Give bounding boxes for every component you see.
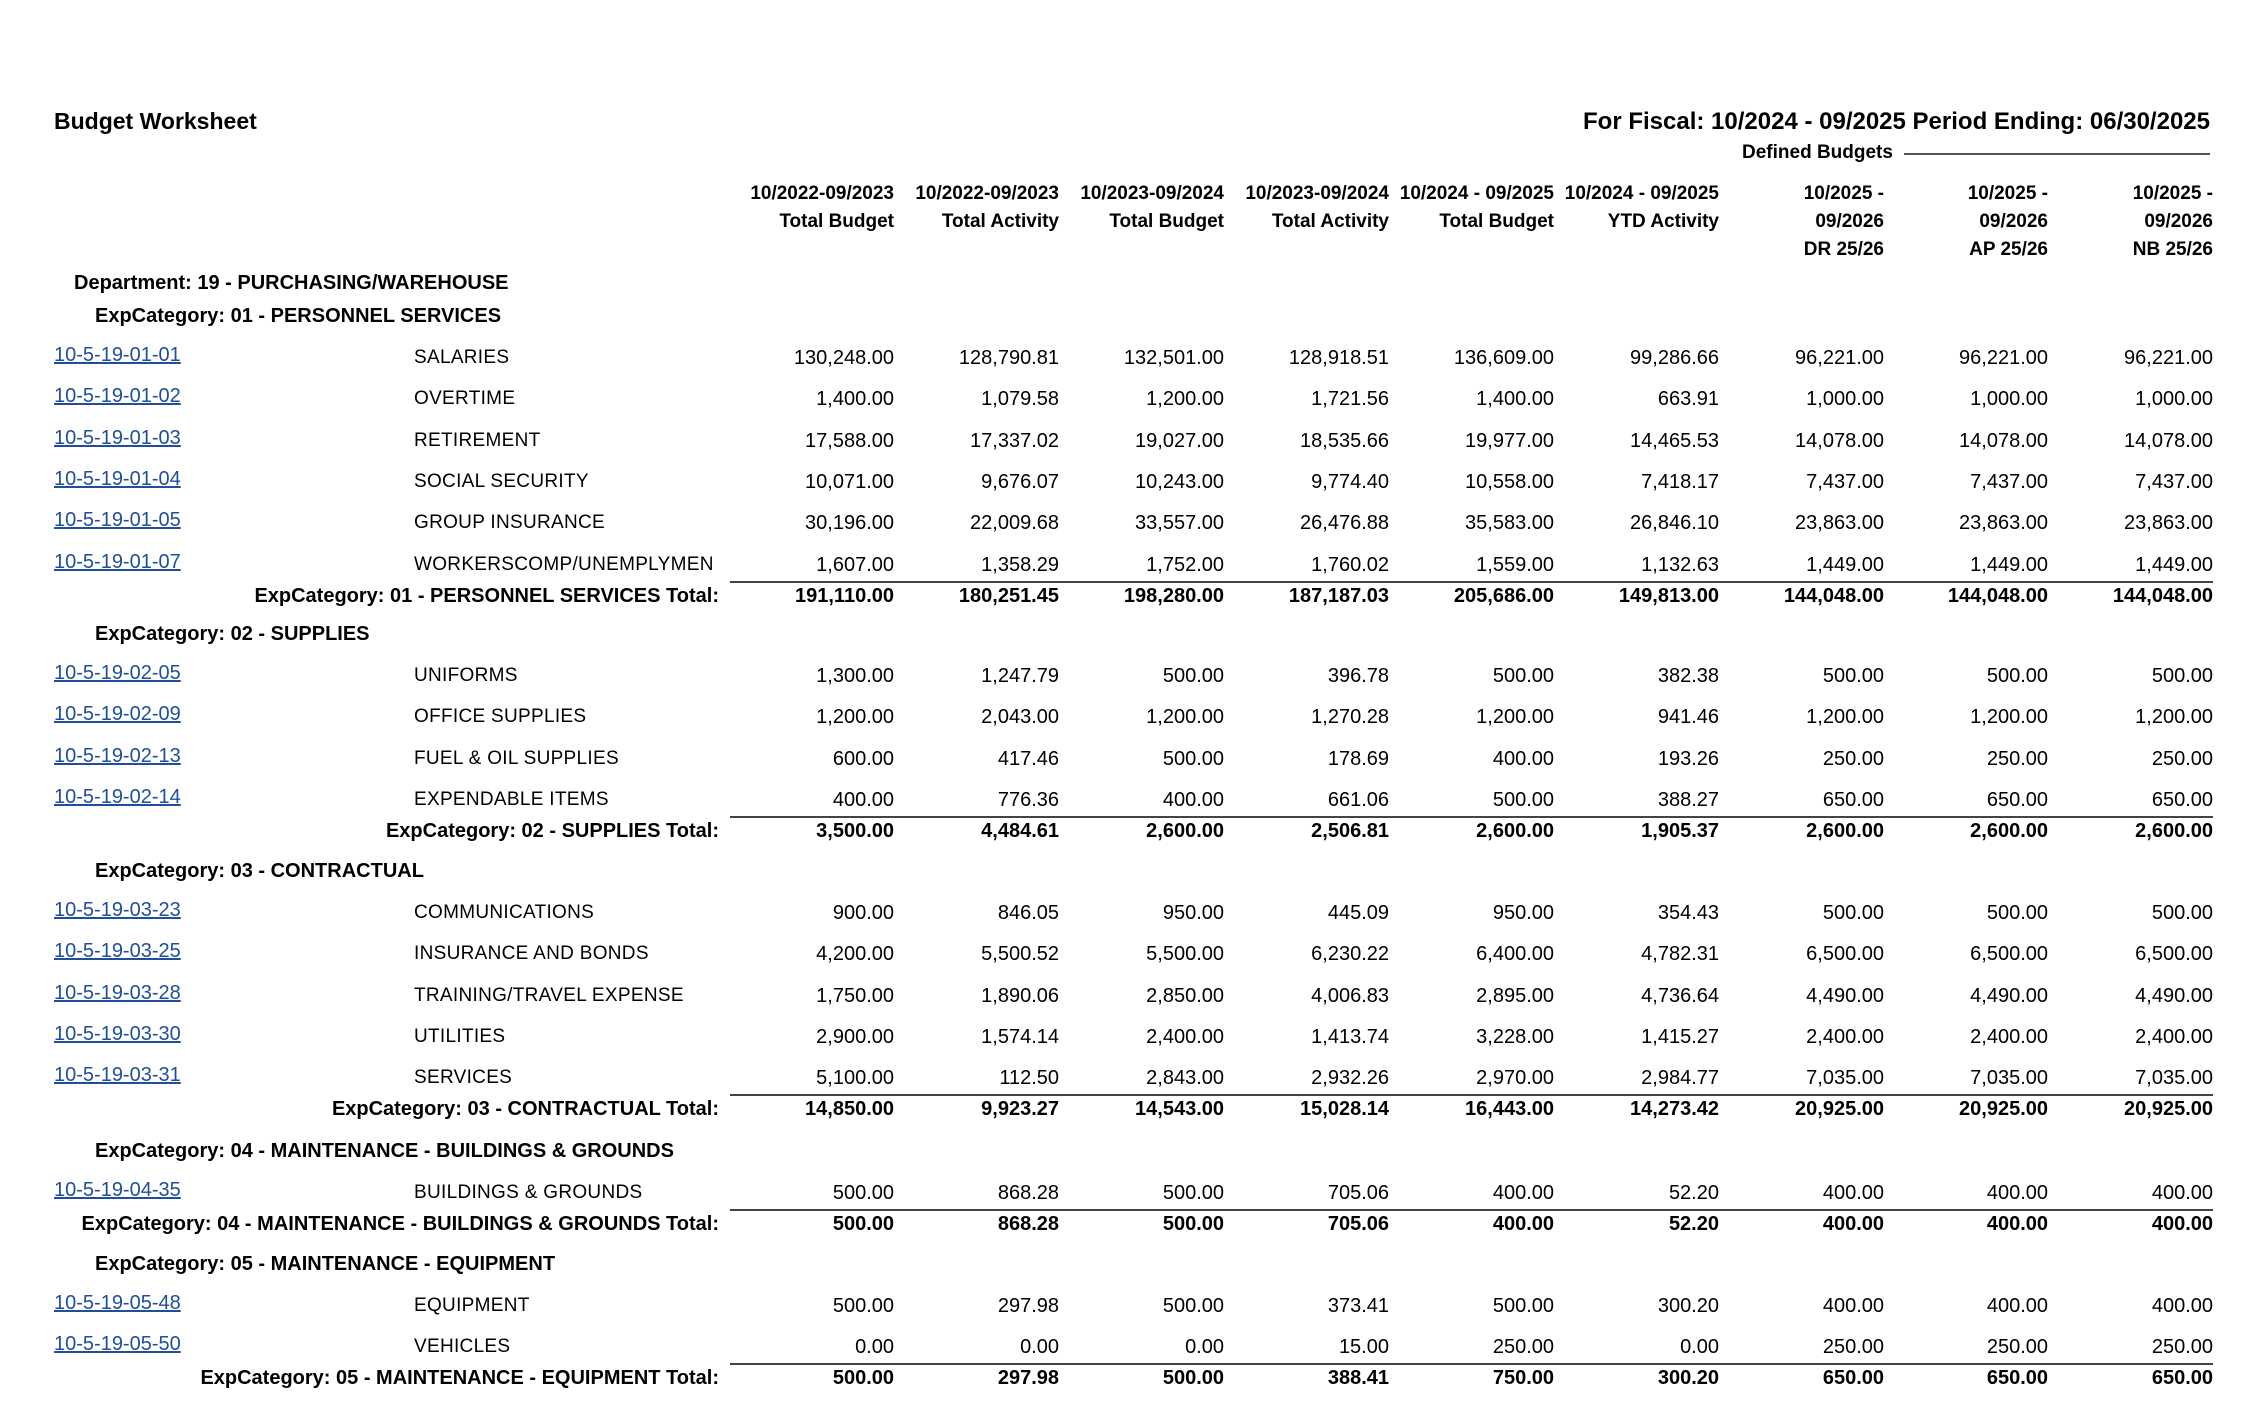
account-link[interactable]: 10-5-19-03-31 xyxy=(54,1064,181,1087)
amount-cell: 500.00 xyxy=(832,1182,894,1204)
total-amount-cell: 205,686.00 xyxy=(1453,584,1554,607)
total-amount-cell: 2,600.00 xyxy=(1806,819,1884,842)
amount-cell: 1,760.02 xyxy=(1311,553,1389,576)
column-header-line2: 09/2026 xyxy=(1815,211,1884,232)
amount-cell: 2,984.77 xyxy=(1641,1067,1719,1090)
amount-cell: 600.00 xyxy=(832,747,894,770)
category-heading: ExpCategory: 01 - PERSONNEL SERVICES xyxy=(95,305,502,327)
amount-cell: 3,228.00 xyxy=(1476,1025,1554,1048)
amount-cell: 400.00 xyxy=(1822,1182,1884,1204)
amount-cell: 17,337.02 xyxy=(970,429,1059,452)
amount-cell: 1,270.28 xyxy=(1311,706,1389,729)
amount-cell: 500.00 xyxy=(2151,665,2213,687)
total-amount-cell: 750.00 xyxy=(1492,1367,1554,1390)
amount-cell: 868.28 xyxy=(997,1182,1059,1204)
amount-cell: 417.46 xyxy=(997,747,1059,770)
amount-cell: 500.00 xyxy=(832,1295,894,1317)
column-header-line1: 10/2025 - xyxy=(1967,183,2048,204)
amount-cell: 5,500.00 xyxy=(1146,943,1224,966)
amount-cell: 0.00 xyxy=(1680,1336,1719,1359)
amount-cell: 250.00 xyxy=(2151,1336,2213,1359)
total-amount-cell: 500.00 xyxy=(832,1213,894,1235)
amount-cell: 19,977.00 xyxy=(1465,429,1554,452)
amount-cell: 6,400.00 xyxy=(1476,943,1554,966)
total-rule xyxy=(730,1209,2213,1211)
column-header-5 xyxy=(1388,180,1554,236)
total-amount-cell: 144,048.00 xyxy=(1783,584,1884,607)
amount-cell: 500.00 xyxy=(1492,665,1554,687)
amount-cell: 250.00 xyxy=(1986,747,2048,770)
amount-cell: 30,196.00 xyxy=(805,512,894,535)
account-description: UTILITIES xyxy=(414,1025,506,1047)
amount-cell: 445.09 xyxy=(1327,902,1389,924)
column-header-line1: 10/2022-09/2023 xyxy=(915,183,1059,204)
defined-budgets-rule xyxy=(1904,153,2210,155)
amount-cell: 2,850.00 xyxy=(1146,984,1224,1007)
amount-cell: 178.69 xyxy=(1327,747,1389,770)
amount-cell: 661.06 xyxy=(1327,788,1389,811)
account-description: TRAINING/TRAVEL EXPENSE xyxy=(414,984,684,1006)
amount-cell: 400.00 xyxy=(2151,1182,2213,1204)
amount-cell: 2,400.00 xyxy=(1970,1025,2048,1048)
column-header-line1: 10/2023-09/2024 xyxy=(1245,183,1389,204)
amount-cell: 400.00 xyxy=(1986,1182,2048,1204)
total-amount-cell: 400.00 xyxy=(1492,1213,1554,1235)
amount-cell: 500.00 xyxy=(1162,1182,1224,1204)
account-link[interactable]: 10-5-19-01-01 xyxy=(54,344,181,366)
total-amount-cell: 2,600.00 xyxy=(1146,819,1224,842)
amount-cell: 4,200.00 xyxy=(816,943,894,966)
amount-cell: 1,200.00 xyxy=(1970,706,2048,729)
amount-cell: 1,200.00 xyxy=(1806,706,1884,729)
amount-cell: 663.91 xyxy=(1657,388,1719,411)
column-header-line2: Total Activity xyxy=(941,211,1059,232)
amount-cell: 650.00 xyxy=(1822,788,1884,811)
amount-cell: 941.46 xyxy=(1657,706,1719,729)
amount-cell: 136,609.00 xyxy=(1453,347,1554,369)
fiscal-period: For Fiscal: 10/2024 - 09/2025 Period Ending: 06/30/2025 xyxy=(1583,108,2210,135)
amount-cell: 388.27 xyxy=(1657,788,1719,811)
amount-cell: 400.00 xyxy=(1822,1295,1884,1317)
amount-cell: 6,230.22 xyxy=(1311,943,1389,966)
account-description: UNIFORMS xyxy=(414,665,518,686)
amount-cell: 500.00 xyxy=(1822,902,1884,924)
amount-cell: 4,006.83 xyxy=(1311,984,1389,1007)
column-header-line3: DR 25/26 xyxy=(1803,239,1884,260)
total-amount-cell: 2,600.00 xyxy=(1970,819,2048,842)
amount-cell: 250.00 xyxy=(1492,1336,1554,1359)
column-header-4 xyxy=(1223,180,1389,236)
amount-cell: 900.00 xyxy=(832,902,894,924)
amount-cell: 23,863.00 xyxy=(1795,512,1884,535)
total-amount-cell: 650.00 xyxy=(2151,1367,2213,1390)
account-description: INSURANCE AND BONDS xyxy=(414,943,649,965)
column-header-line2: Total Activity xyxy=(1271,211,1389,232)
defined-budgets-label: Defined Budgets xyxy=(1742,142,1893,163)
account-description: OFFICE SUPPLIES xyxy=(414,706,587,728)
account-description: EXPENDABLE ITEMS xyxy=(414,788,609,810)
amount-cell: 1,000.00 xyxy=(2135,388,2213,411)
amount-cell: 9,774.40 xyxy=(1311,470,1389,493)
amount-cell: 1,358.29 xyxy=(981,553,1059,576)
total-amount-cell: 15,028.14 xyxy=(1300,1098,1389,1121)
amount-cell: 128,918.51 xyxy=(1288,347,1389,369)
amount-cell: 1,574.14 xyxy=(981,1025,1059,1048)
category-total-label: ExpCategory: 05 - MAINTENANCE - EQUIPMENT Total: xyxy=(200,1367,719,1390)
amount-cell: 1,890.06 xyxy=(981,984,1059,1007)
amount-cell: 250.00 xyxy=(2151,747,2213,770)
account-link[interactable]: 10-5-19-05-50 xyxy=(54,1333,181,1356)
amount-cell: 400.00 xyxy=(1492,1182,1554,1204)
amount-cell: 500.00 xyxy=(1986,665,2048,687)
total-rule xyxy=(730,1094,2213,1096)
account-link[interactable]: 10-5-19-03-25 xyxy=(54,940,181,963)
column-header-line2: Total Budget xyxy=(779,211,894,232)
amount-cell: 7,437.00 xyxy=(1806,470,1884,493)
amount-cell: 10,558.00 xyxy=(1465,470,1554,493)
amount-cell: 0.00 xyxy=(1020,1336,1059,1359)
amount-cell: 297.98 xyxy=(997,1295,1059,1317)
amount-cell: 5,100.00 xyxy=(816,1067,894,1090)
column-header-line3: NB 25/26 xyxy=(2132,239,2213,260)
amount-cell: 1,400.00 xyxy=(816,388,894,411)
account-description: SERVICES xyxy=(414,1067,513,1089)
amount-cell: 112.50 xyxy=(999,1067,1059,1090)
account-link[interactable]: 10-5-19-01-05 xyxy=(54,509,181,532)
amount-cell: 776.36 xyxy=(997,788,1059,811)
amount-cell: 7,418.17 xyxy=(1641,470,1719,493)
account-description: GROUP INSURANCE xyxy=(414,512,606,534)
column-header-line1: 10/2024 - 09/2025 xyxy=(1399,183,1554,204)
amount-cell: 1,200.00 xyxy=(2135,706,2213,729)
category-heading: ExpCategory: 05 - MAINTENANCE - EQUIPMENT xyxy=(95,1253,556,1275)
amount-cell: 7,035.00 xyxy=(1970,1067,2048,1090)
account-link[interactable]: 10-5-19-02-05 xyxy=(54,662,181,684)
total-amount-cell: 20,925.00 xyxy=(2124,1098,2213,1121)
amount-cell: 130,248.00 xyxy=(793,347,894,369)
total-rule xyxy=(730,816,2213,818)
amount-cell: 4,782.31 xyxy=(1641,943,1719,966)
amount-cell: 400.00 xyxy=(1492,747,1554,770)
amount-cell: 33,557.00 xyxy=(1135,512,1224,535)
amount-cell: 128,790.81 xyxy=(958,347,1059,369)
total-amount-cell: 650.00 xyxy=(1986,1367,2048,1390)
amount-cell: 1,200.00 xyxy=(1146,388,1224,411)
total-amount-cell: 144,048.00 xyxy=(1947,584,2048,607)
amount-cell: 500.00 xyxy=(1492,788,1554,811)
amount-cell: 35,583.00 xyxy=(1465,512,1554,535)
total-amount-cell: 20,925.00 xyxy=(1795,1098,1884,1121)
account-description: OVERTIME xyxy=(414,388,516,410)
amount-cell: 26,476.88 xyxy=(1300,512,1389,535)
column-header-8 xyxy=(1898,180,2048,264)
account-link[interactable]: 10-5-19-02-13 xyxy=(54,744,181,767)
amount-cell: 1,200.00 xyxy=(1146,706,1224,729)
amount-cell: 7,035.00 xyxy=(1806,1067,1884,1090)
account-link[interactable]: 10-5-19-03-28 xyxy=(54,981,181,1004)
amount-cell: 373.41 xyxy=(1327,1295,1389,1317)
amount-cell: 2,400.00 xyxy=(1146,1025,1224,1048)
total-amount-cell: 191,110.00 xyxy=(795,584,894,607)
total-amount-cell: 149,813.00 xyxy=(1618,584,1719,607)
department-heading: Department: 19 - PURCHASING/WAREHOUSE xyxy=(74,272,509,294)
amount-cell: 1,200.00 xyxy=(816,706,894,729)
amount-cell: 1,449.00 xyxy=(1970,553,2048,576)
amount-cell: 300.20 xyxy=(1657,1295,1719,1317)
amount-cell: 400.00 xyxy=(832,788,894,811)
amount-cell: 10,071.00 xyxy=(805,470,894,493)
amount-cell: 96,221.00 xyxy=(1959,347,2048,369)
total-amount-cell: 388.41 xyxy=(1327,1367,1389,1390)
amount-cell: 2,400.00 xyxy=(2135,1025,2213,1048)
amount-cell: 10,243.00 xyxy=(1135,470,1224,493)
column-header-line1: 10/2023-09/2024 xyxy=(1080,183,1224,204)
column-header-line2: 09/2026 xyxy=(1979,211,2048,232)
account-link[interactable]: 10-5-19-02-09 xyxy=(54,703,181,726)
amount-cell: 400.00 xyxy=(2151,1295,2213,1317)
column-header-6 xyxy=(1553,180,1719,236)
account-description: WORKERSCOMP/UNEMPLYMEN xyxy=(414,553,714,575)
amount-cell: 2,895.00 xyxy=(1476,984,1554,1007)
amount-cell: 1,247.79 xyxy=(981,665,1059,687)
amount-cell: 6,500.00 xyxy=(1806,943,1884,966)
total-amount-cell: 297.98 xyxy=(997,1367,1059,1390)
account-link[interactable]: 10-5-19-01-02 xyxy=(54,385,181,408)
total-amount-cell: 14,273.42 xyxy=(1630,1098,1719,1121)
total-amount-cell: 187,187.03 xyxy=(1288,584,1389,607)
total-amount-cell: 705.06 xyxy=(1327,1213,1389,1235)
account-link[interactable]: 10-5-19-01-04 xyxy=(54,467,181,490)
amount-cell: 1,415.27 xyxy=(1641,1025,1719,1048)
total-amount-cell: 500.00 xyxy=(1162,1213,1224,1235)
account-link[interactable]: 10-5-19-05-48 xyxy=(54,1292,181,1314)
total-amount-cell: 180,251.45 xyxy=(958,584,1059,607)
amount-cell: 500.00 xyxy=(2151,902,2213,924)
total-amount-cell: 9,923.27 xyxy=(981,1098,1059,1121)
amount-cell: 19,027.00 xyxy=(1135,429,1224,452)
amount-cell: 500.00 xyxy=(1822,665,1884,687)
amount-cell: 400.00 xyxy=(1986,1295,2048,1317)
total-amount-cell: 868.28 xyxy=(997,1213,1059,1235)
amount-cell: 22,009.68 xyxy=(970,512,1059,535)
amount-cell: 14,078.00 xyxy=(1959,429,2048,452)
amount-cell: 4,490.00 xyxy=(1806,984,1884,1007)
total-amount-cell: 2,506.81 xyxy=(1311,819,1389,842)
amount-cell: 705.06 xyxy=(1327,1182,1389,1204)
amount-cell: 396.78 xyxy=(1327,665,1389,687)
amount-cell: 15.00 xyxy=(1338,1336,1389,1359)
amount-cell: 500.00 xyxy=(1492,1295,1554,1317)
amount-cell: 1,200.00 xyxy=(1476,706,1554,729)
amount-cell: 1,400.00 xyxy=(1476,388,1554,411)
category-total-label: ExpCategory: 04 - MAINTENANCE - BUILDINGS & GROUNDS Total: xyxy=(81,1213,719,1235)
total-amount-cell: 3,500.00 xyxy=(816,819,894,842)
amount-cell: 250.00 xyxy=(1822,1336,1884,1359)
total-amount-cell: 2,600.00 xyxy=(2135,819,2213,842)
amount-cell: 2,900.00 xyxy=(816,1025,894,1048)
column-header-line2: Total Budget xyxy=(1439,211,1554,232)
amount-cell: 382.38 xyxy=(1657,665,1719,687)
total-amount-cell: 198,280.00 xyxy=(1123,584,1224,607)
total-amount-cell: 16,443.00 xyxy=(1465,1098,1554,1121)
column-header-9 xyxy=(2063,180,2213,264)
account-description: EQUIPMENT xyxy=(414,1295,530,1316)
amount-cell: 14,465.53 xyxy=(1630,429,1719,452)
amount-cell: 96,221.00 xyxy=(2124,347,2213,369)
column-header-line1: 10/2024 - 09/2025 xyxy=(1564,183,1719,204)
total-amount-cell: 500.00 xyxy=(1162,1367,1224,1390)
amount-cell: 354.43 xyxy=(1657,902,1719,924)
amount-cell: 500.00 xyxy=(1162,747,1224,770)
total-amount-cell: 400.00 xyxy=(1986,1213,2048,1235)
amount-cell: 52.20 xyxy=(1668,1182,1719,1204)
total-amount-cell: 500.00 xyxy=(832,1367,894,1390)
total-amount-cell: 400.00 xyxy=(2151,1213,2213,1235)
amount-cell: 9,676.07 xyxy=(981,470,1059,493)
total-amount-cell: 14,543.00 xyxy=(1135,1098,1224,1121)
amount-cell: 250.00 xyxy=(1986,1336,2048,1359)
amount-cell: 0.00 xyxy=(855,1336,894,1359)
amount-cell: 650.00 xyxy=(1986,788,2048,811)
amount-cell: 500.00 xyxy=(1162,1295,1224,1317)
amount-cell: 1,607.00 xyxy=(816,553,894,576)
account-description: BUILDINGS & GROUNDS xyxy=(414,1182,643,1203)
amount-cell: 7,437.00 xyxy=(1970,470,2048,493)
amount-cell: 4,490.00 xyxy=(2135,984,2213,1007)
amount-cell: 7,437.00 xyxy=(2135,470,2213,493)
amount-cell: 950.00 xyxy=(1162,902,1224,924)
column-header-line2: Total Budget xyxy=(1109,211,1224,232)
amount-cell: 4,736.64 xyxy=(1641,984,1719,1007)
total-amount-cell: 400.00 xyxy=(1822,1213,1884,1235)
account-link[interactable]: 10-5-19-03-23 xyxy=(54,899,181,921)
total-amount-cell: 4,484.61 xyxy=(981,819,1059,842)
column-header-line3: AP 25/26 xyxy=(1969,239,2048,260)
amount-cell: 846.05 xyxy=(997,902,1059,924)
amount-cell: 2,400.00 xyxy=(1806,1025,1884,1048)
category-heading: ExpCategory: 03 - CONTRACTUAL xyxy=(95,860,424,882)
amount-cell: 2,932.26 xyxy=(1311,1067,1389,1090)
account-description: SOCIAL SECURITY xyxy=(414,470,589,492)
amount-cell: 14,078.00 xyxy=(2124,429,2213,452)
account-description: VEHICLES xyxy=(414,1336,511,1358)
amount-cell: 99,286.66 xyxy=(1630,347,1719,369)
amount-cell: 1,449.00 xyxy=(2135,553,2213,576)
amount-cell: 500.00 xyxy=(1986,902,2048,924)
total-amount-cell: 300.20 xyxy=(1657,1367,1719,1390)
account-link[interactable]: 10-5-19-01-03 xyxy=(54,426,181,449)
amount-cell: 4,490.00 xyxy=(1970,984,2048,1007)
account-description: COMMUNICATIONS xyxy=(414,902,595,923)
account-description: RETIREMENT xyxy=(414,429,541,451)
account-description: FUEL & OIL SUPPLIES xyxy=(414,747,619,769)
account-link[interactable]: 10-5-19-02-14 xyxy=(54,785,181,808)
column-header-3 xyxy=(1058,180,1224,236)
amount-cell: 23,863.00 xyxy=(1959,512,2048,535)
amount-cell: 2,043.00 xyxy=(981,706,1059,729)
account-link[interactable]: 10-5-19-01-07 xyxy=(54,550,181,573)
category-heading: ExpCategory: 04 - MAINTENANCE - BUILDINGS & GROUNDS xyxy=(95,1140,674,1162)
account-link[interactable]: 10-5-19-03-30 xyxy=(54,1022,181,1045)
column-header-line1: 10/2022-09/2023 xyxy=(750,183,894,204)
amount-cell: 17,588.00 xyxy=(805,429,894,452)
report-title: Budget Worksheet xyxy=(54,108,257,134)
amount-cell: 1,449.00 xyxy=(1806,553,1884,576)
amount-cell: 2,970.00 xyxy=(1476,1067,1554,1090)
amount-cell: 1,000.00 xyxy=(1970,388,2048,411)
amount-cell: 1,132.63 xyxy=(1641,553,1719,576)
total-rule xyxy=(730,581,2213,583)
amount-cell: 1,750.00 xyxy=(816,984,894,1007)
category-total-label: ExpCategory: 03 - CONTRACTUAL Total: xyxy=(331,1098,719,1121)
column-header-1 xyxy=(728,180,894,236)
amount-cell: 18,535.66 xyxy=(1300,429,1389,452)
amount-cell: 6,500.00 xyxy=(2135,943,2213,966)
amount-cell: 1,721.56 xyxy=(1311,388,1389,411)
amount-cell: 1,079.58 xyxy=(981,388,1059,411)
amount-cell: 250.00 xyxy=(1822,747,1884,770)
total-amount-cell: 52.20 xyxy=(1668,1213,1719,1235)
category-heading: ExpCategory: 02 - SUPPLIES xyxy=(95,623,370,645)
amount-cell: 500.00 xyxy=(1162,665,1224,687)
total-amount-cell: 650.00 xyxy=(1822,1367,1884,1390)
amount-cell: 400.00 xyxy=(1162,788,1224,811)
amount-cell: 7,035.00 xyxy=(2135,1067,2213,1090)
amount-cell: 26,846.10 xyxy=(1630,512,1719,535)
amount-cell: 193.26 xyxy=(1657,747,1719,770)
amount-cell: 1,752.00 xyxy=(1146,553,1224,576)
amount-cell: 950.00 xyxy=(1492,902,1554,924)
amount-cell: 132,501.00 xyxy=(1123,347,1224,369)
amount-cell: 2,843.00 xyxy=(1146,1067,1224,1090)
column-header-2 xyxy=(893,180,1059,236)
total-amount-cell: 20,925.00 xyxy=(1959,1098,2048,1121)
total-amount-cell: 1,905.37 xyxy=(1641,819,1719,842)
account-link[interactable]: 10-5-19-04-35 xyxy=(54,1179,181,1201)
column-header-line2: YTD Activity xyxy=(1607,211,1719,232)
amount-cell: 96,221.00 xyxy=(1795,347,1884,369)
category-total-label: ExpCategory: 02 - SUPPLIES Total: xyxy=(385,819,719,842)
amount-cell: 6,500.00 xyxy=(1970,943,2048,966)
total-rule xyxy=(730,1363,2213,1365)
amount-cell: 14,078.00 xyxy=(1795,429,1884,452)
amount-cell: 1,000.00 xyxy=(1806,388,1884,411)
amount-cell: 650.00 xyxy=(2151,788,2213,811)
total-amount-cell: 144,048.00 xyxy=(2112,584,2213,607)
account-description: SALARIES xyxy=(414,347,510,368)
amount-cell: 1,300.00 xyxy=(816,665,894,687)
column-header-line1: 10/2025 - xyxy=(2132,183,2213,204)
amount-cell: 1,413.74 xyxy=(1311,1025,1389,1048)
amount-cell: 23,863.00 xyxy=(2124,512,2213,535)
column-header-7 xyxy=(1734,180,1884,264)
column-header-line1: 10/2025 - xyxy=(1803,183,1884,204)
amount-cell: 1,559.00 xyxy=(1476,553,1554,576)
amount-cell: 0.00 xyxy=(1185,1336,1224,1359)
amount-cell: 5,500.52 xyxy=(981,943,1059,966)
total-amount-cell: 14,850.00 xyxy=(805,1098,894,1121)
total-amount-cell: 2,600.00 xyxy=(1476,819,1554,842)
category-total-label: ExpCategory: 01 - PERSONNEL SERVICES Total: xyxy=(254,584,719,607)
column-header-line2: 09/2026 xyxy=(2144,211,2213,232)
